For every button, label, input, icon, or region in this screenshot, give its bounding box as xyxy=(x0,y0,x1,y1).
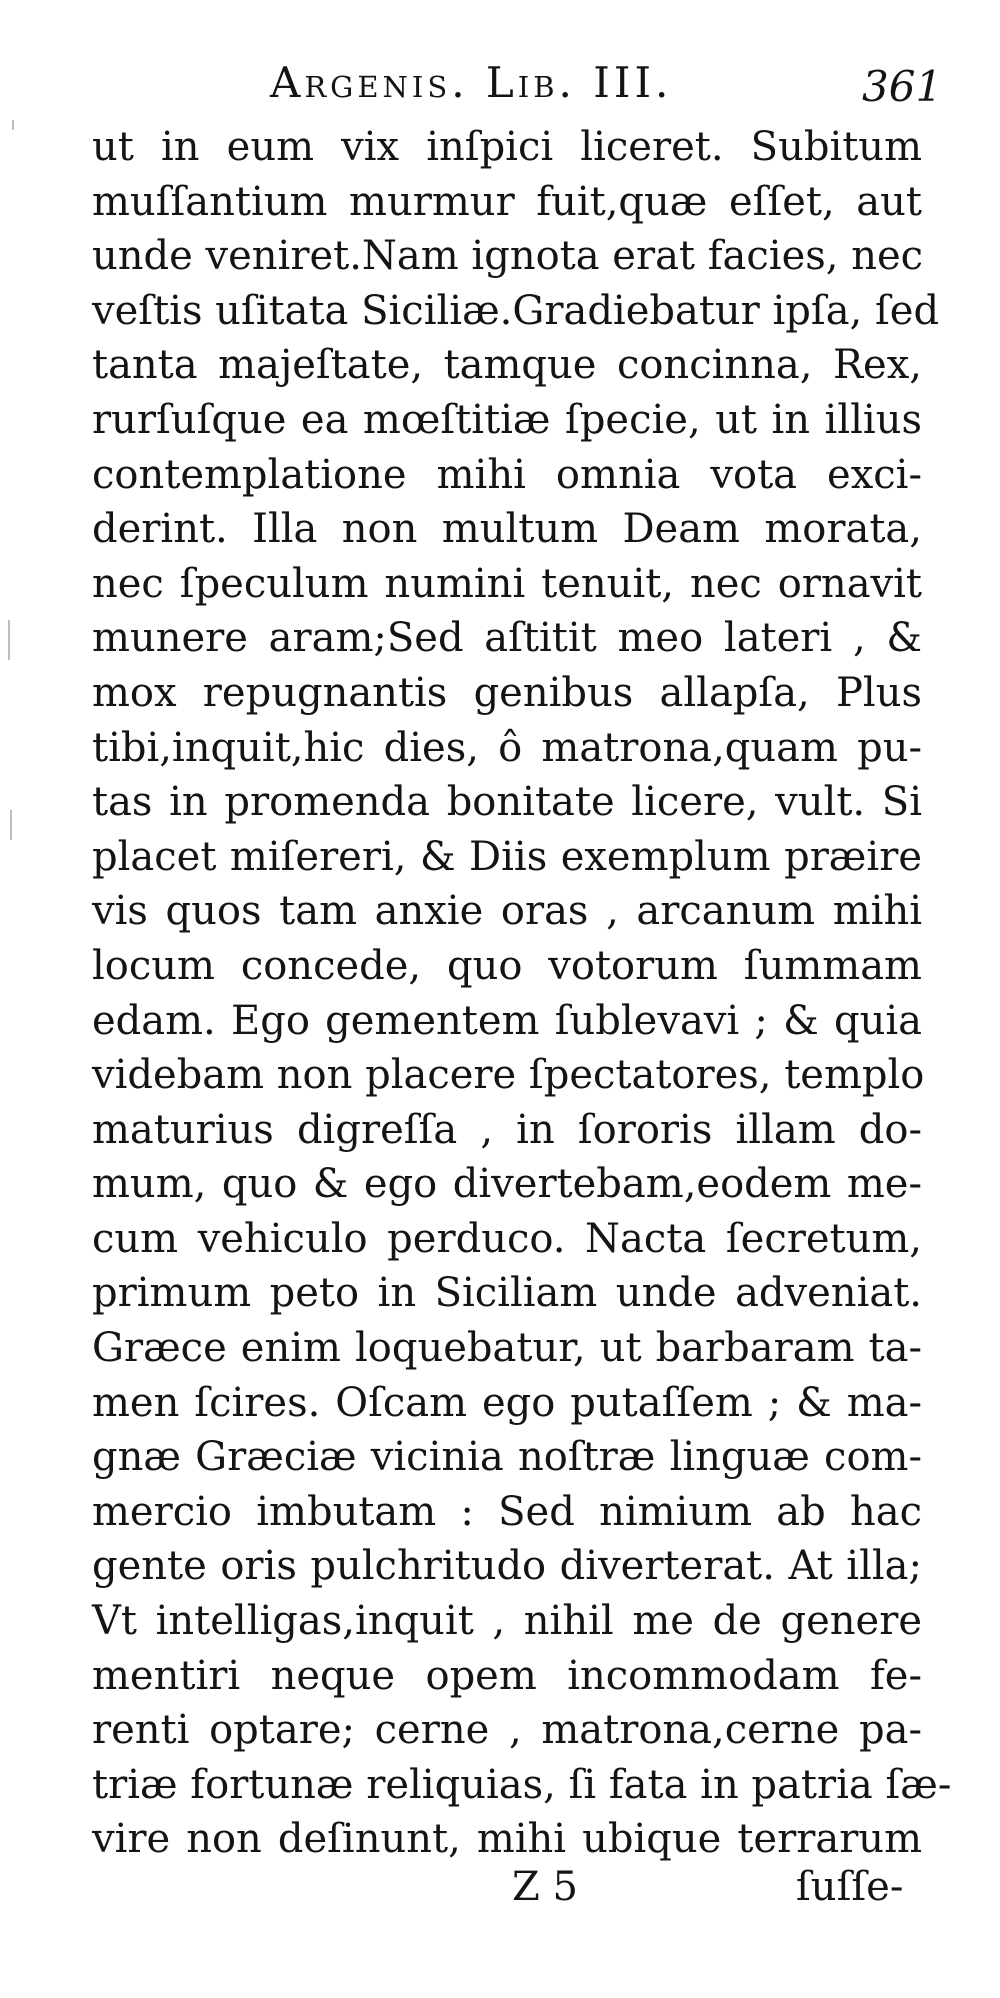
margin-mark xyxy=(8,620,10,660)
text-line: placet miſereri, & Diis exemplum præire xyxy=(92,833,922,880)
text-line: rurſuſque ea mœſtitiæ ſpecie, ut in illius xyxy=(92,396,922,443)
text-line: nec ſpeculum numini tenuit, nec ornavit xyxy=(92,560,922,607)
text-line: veſtis uſitata Siciliæ.Gradiebatur ipſa, ſed xyxy=(92,287,940,334)
text-line: contemplatione mihi omnia vota exci- xyxy=(92,451,922,498)
text-line: edam. Ego gementem ſublevavi ; & quia xyxy=(92,997,922,1044)
text-block xyxy=(92,120,952,1867)
catchword: ſuſſe- xyxy=(796,1864,904,1910)
text-line: cum vehiculo perduco. Nacta ſecretum, xyxy=(92,1215,922,1262)
text-line: videbam non placere ſpectatores, templo xyxy=(92,1052,925,1099)
text-line: tibi,inquit,hic dies, ô matrona,quam pu- xyxy=(92,724,922,771)
text-line: mox repugnantis genibus allapſa, Plus xyxy=(92,669,922,716)
text-line: triæ fortunæ reliquias, ſi fata in patria ſæ- xyxy=(92,1761,952,1808)
text-line: muſſantium murmur fuit,quæ eſſet, aut xyxy=(92,178,922,225)
text-line: mum, quo & ego divertebam,eodem me- xyxy=(92,1161,922,1208)
margin-mark xyxy=(12,120,14,130)
text-line: ut in eum vix inſpici liceret. Subitum xyxy=(92,124,922,170)
text-line: tanta majeſtate, tamque concinna, Rex, xyxy=(92,342,922,389)
text-line: men ſcires. Oſcam ego putaſſem ; & ma- xyxy=(92,1379,922,1426)
text-line: Vt intelligas,inquit , nihil me de genere xyxy=(92,1598,922,1645)
page-number: 361 xyxy=(862,62,943,111)
text-line: maturius digreſſa , in ſororis illam do- xyxy=(92,1106,922,1153)
text-line: mentiri neque opem incommodam fe- xyxy=(92,1652,922,1699)
text-line: gente oris pulchritudo diverterat. At illa; xyxy=(92,1543,922,1590)
text-line: locum concede, quo votorum ſummam xyxy=(92,942,922,989)
text-line: renti optare; cerne , matrona,cerne pa- xyxy=(92,1707,922,1754)
text-line: mercio imbutam : Sed nimium ab hac xyxy=(92,1488,922,1535)
signature-mark: Z 5 xyxy=(512,1864,578,1910)
text-line: tas in promenda bonitate licere, vult. Si xyxy=(92,779,922,826)
text-line: vire non deſinunt, mihi ubique terrarum xyxy=(92,1816,922,1863)
text-line: derint. Illa non multum Deam morata, xyxy=(92,506,922,553)
margin-mark xyxy=(10,810,12,840)
text-line: primum peto in Siciliam unde adveniat. xyxy=(92,1270,922,1317)
text-line: munere aram;Sed aſtitit meo lateri , & xyxy=(92,615,922,662)
text-line: unde veniret.Nam ignota erat facies, nec xyxy=(92,233,924,280)
running-head: Argenis. Lib. III. xyxy=(270,58,673,107)
text-line: Græce enim loquebatur, ut barbaram ta- xyxy=(92,1325,922,1372)
text-line: gnæ Græciæ vicinia noſtræ linguæ com- xyxy=(92,1434,922,1481)
text-line: vis quos tam anxie oras , arcanum mihi xyxy=(92,888,922,935)
